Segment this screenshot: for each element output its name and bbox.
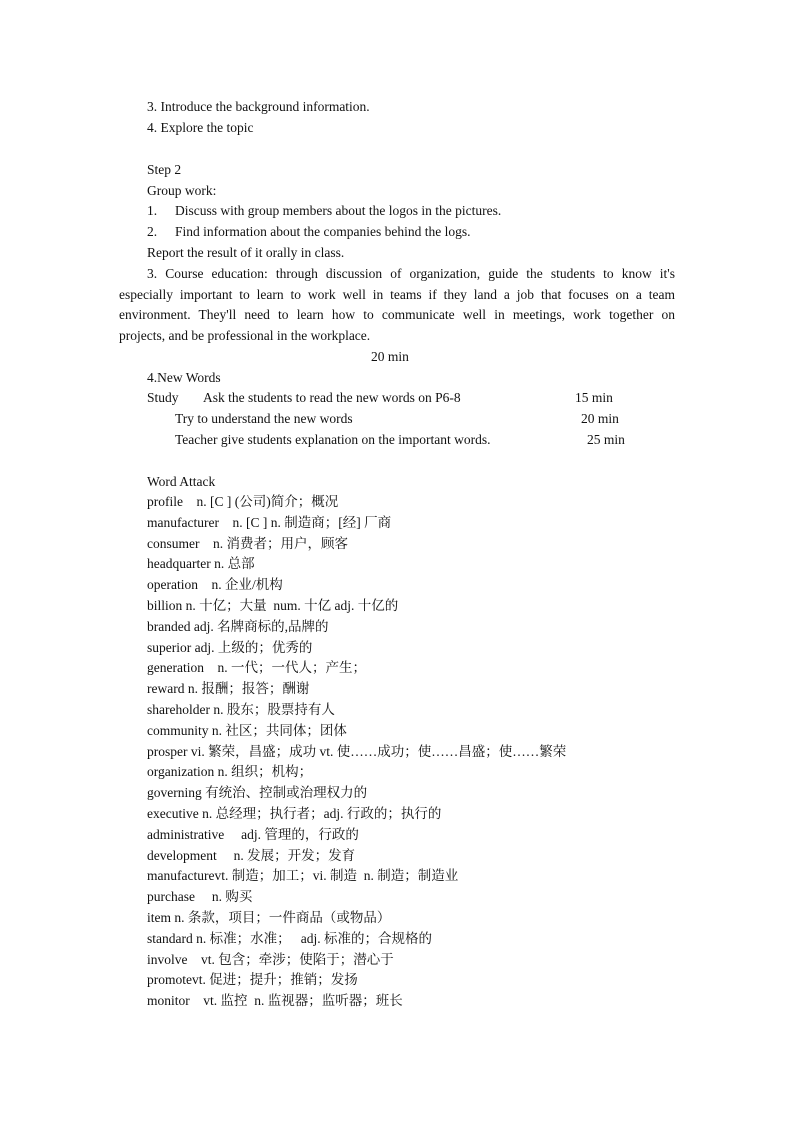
new-words-heading: 4.New Words xyxy=(147,370,221,385)
study-label: Study xyxy=(147,390,179,405)
study-row-3-text: Teacher give students explanation on the important words. xyxy=(175,432,491,447)
word-entry: item n. 条款，项目；一件商品（或物品） xyxy=(147,910,391,925)
study-row-2-time: 20 min xyxy=(581,411,619,426)
study-row-1-text: Ask the students to read the new words on P6-8 xyxy=(203,390,461,405)
word-entry: manufacturevt. 制造；加工；vi. 制造 n. 制造；制造业 xyxy=(147,868,459,883)
intro-item-4: 4. Explore the topic xyxy=(147,120,254,135)
word-entry: promotevt. 促进；提升；推销；发扬 xyxy=(147,972,358,987)
word-entry: generation n. 一代；一代人；产生； xyxy=(147,660,366,675)
word-attack-heading: Word Attack xyxy=(147,474,216,489)
course-education-line-3: environment. They'll need to learn how to communicate well in meetings, work together on xyxy=(119,307,675,322)
report-instruction: Report the result of it orally in class. xyxy=(147,245,345,260)
group-work-item-2: Find information about the companies behind the logs. xyxy=(175,224,471,239)
word-entry: development n. 发展；开发；发育 xyxy=(147,848,356,863)
group-work-item-1-number: 1. xyxy=(147,203,158,218)
word-entry: superior adj. 上级的；优秀的 xyxy=(147,640,313,655)
study-row-2-text: Try to understand the new words xyxy=(175,411,353,426)
word-entry: community n. 社区；共同体；团体 xyxy=(147,723,347,738)
word-entry: branded adj. 名牌商标的,品牌的 xyxy=(147,619,329,634)
word-entry: shareholder n. 股东；股票持有人 xyxy=(147,702,335,717)
word-entry: billion n. 十亿；大量 num. 十亿 adj. 十亿的 xyxy=(147,598,399,613)
study-row-1-time: 15 min xyxy=(575,390,613,405)
course-education-line-2: especially important to learn to work well in teams if they land a job that focuses on a team xyxy=(119,287,675,302)
word-entry: headquarter n. 总部 xyxy=(147,556,255,571)
group-work-item-1: Discuss with group members about the logos in the pictures. xyxy=(175,203,502,218)
word-entry: prosper vi. 繁荣，昌盛；成功 vt. 使……成功；使……昌盛；使……繁荣 xyxy=(147,744,567,759)
group-work-label: Group work: xyxy=(147,183,217,198)
word-entry: monitor vt. 监控 n. 监视器；监听器；班长 xyxy=(147,993,403,1008)
step2-time: 20 min xyxy=(371,349,409,364)
word-entry: purchase n. 购买 xyxy=(147,889,253,904)
study-row-3-time: 25 min xyxy=(587,432,625,447)
word-entry: organization n. 组织；机构； xyxy=(147,764,313,779)
word-entry: reward n. 报酬；报答；酬谢 xyxy=(147,681,310,696)
word-entry: executive n. 总经理；执行者；adj. 行政的；执行的 xyxy=(147,806,442,821)
step2-heading: Step 2 xyxy=(147,162,182,177)
word-entry: operation n. 企业/机构 xyxy=(147,577,283,592)
word-entry: administrative adj. 管理的，行政的 xyxy=(147,827,359,842)
word-entry: standard n. 标准；水准； adj. 标准的；合规格的 xyxy=(147,931,432,946)
course-education-line-4: projects, and be professional in the workplace. xyxy=(119,328,371,343)
group-work-item-2-number: 2. xyxy=(147,224,158,239)
word-entry: consumer n. 消费者；用户，顾客 xyxy=(147,536,348,551)
word-entry: manufacturer n. [C ] n. 制造商；[经] 厂商 xyxy=(147,515,392,530)
word-entry: governing 有统治、控制或治理权力的 xyxy=(147,785,368,800)
word-entry: involve vt. 包含；牵涉；使陷于；潜心于 xyxy=(147,952,394,967)
course-education-line-1: 3. Course education: through discussion of organization, guide the students to know it's xyxy=(147,266,675,281)
intro-item-3: 3. Introduce the background information. xyxy=(147,99,370,114)
word-entry: profile n. [C ] (公司)简介；概况 xyxy=(147,494,339,509)
